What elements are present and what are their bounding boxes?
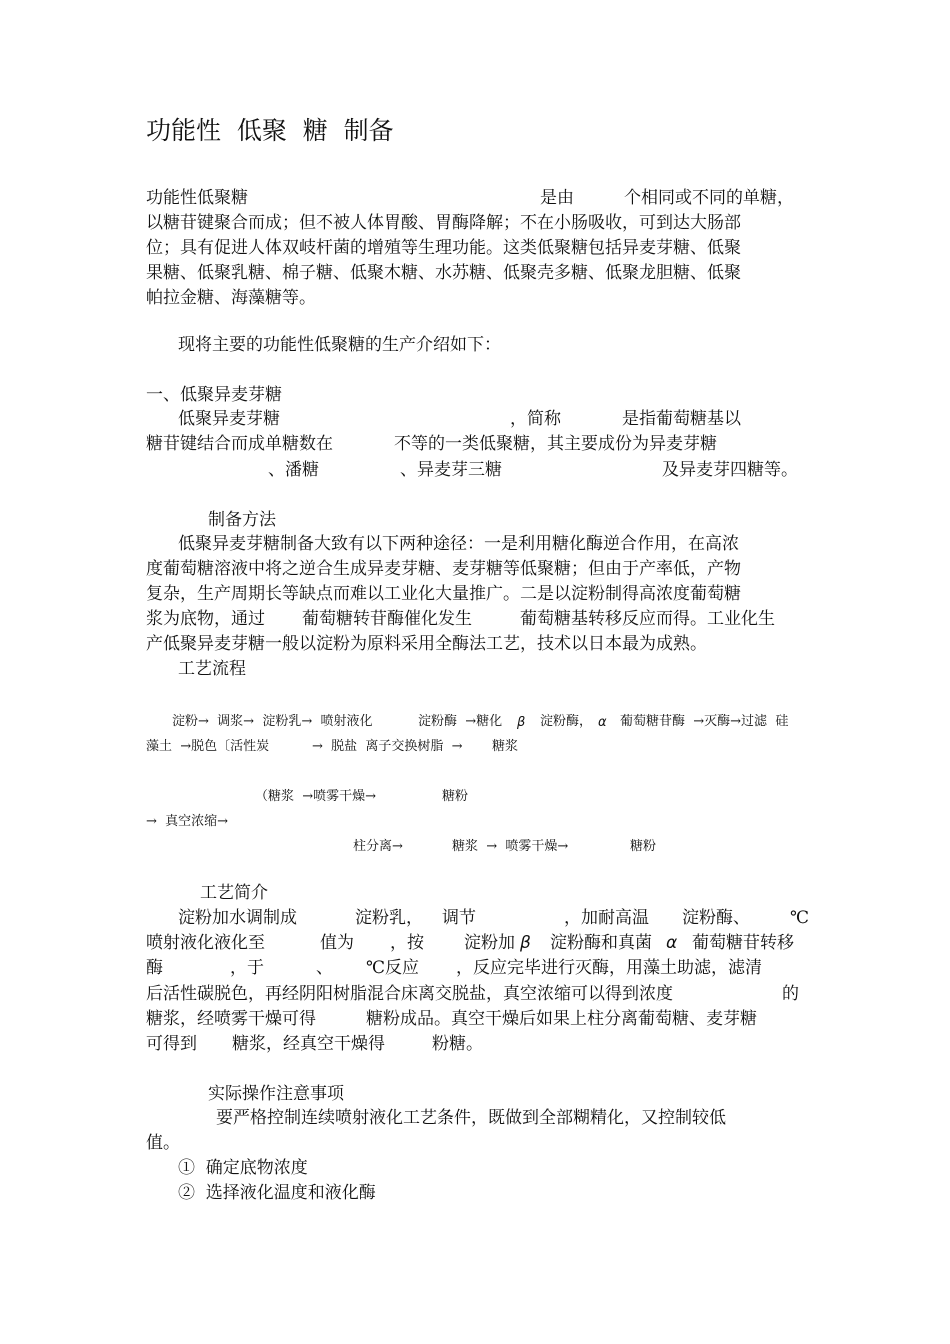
subsection-heading: 实际操作注意事项 — [208, 1084, 344, 1104]
brief-text: 值为 — [320, 933, 354, 953]
flow-text: 淀粉酶， — [540, 714, 593, 729]
brief-text: 酶 — [146, 958, 163, 978]
brief-text: 可得到 — [146, 1034, 197, 1054]
document-title: 功能性 低聚 糖 制备 — [146, 116, 394, 145]
list-item: ② 选择液化温度和液化酶 — [178, 1183, 376, 1203]
intro-text: 位；具有促进人体双岐杆菌的增殖等生理功能。这类低聚糖包括异麦芽糖、低聚 — [146, 238, 741, 258]
brief-text: 调节 — [442, 908, 476, 928]
brief-text: 、 — [316, 958, 333, 978]
brief-text: ，按 — [390, 933, 424, 953]
method-text: 葡萄糖转苷酶催化发生 — [302, 609, 472, 629]
method-text: 产低聚异麦芽糖一般以淀粉为原料采用全酶法工艺，技术以日本最为成熟。 — [146, 634, 707, 654]
brief-text: 葡萄糖苷转移 — [692, 933, 794, 953]
brief-text: ℃ — [790, 908, 810, 928]
brief-text: ，于 — [230, 958, 264, 978]
flow-text: 糖浆 → 喷雾干燥→ — [452, 839, 569, 854]
brief-text: 糖浆，经喷雾干燥可得 — [146, 1009, 316, 1029]
notes-text: 要严格控制连续喷射液化工艺条件，既做到全部糊精化，又控制较低 — [216, 1108, 726, 1128]
brief-text: 后活性碳脱色，再经阴阳树脂混合床离交脱盐，真空浓缩可以得到浓度 — [146, 984, 673, 1004]
brief-text: 淀粉加 — [464, 933, 515, 953]
subsection-heading: 制备方法 — [208, 510, 276, 530]
intro-text: 是由 — [540, 188, 574, 208]
intro-text: 以糖苷键聚合而成；但不被人体胃酸、胃酶降解；不在小肠吸收，可到达大肠部 — [146, 213, 741, 233]
brief-text: 淀粉酶、 — [682, 908, 750, 928]
flow-text: 淀粉酶 →糖化 — [418, 714, 503, 729]
section-text: 是指葡萄糖基以 — [622, 409, 741, 429]
flow-text: 葡萄糖苷酶 →灭酶→过滤 硅 — [620, 714, 789, 729]
brief-text: 的 — [782, 984, 799, 1004]
alpha-symbol: α — [598, 715, 607, 730]
brief-text: ，反应完毕进行灭酶，用藻土助滤，滤清 — [456, 958, 762, 978]
method-text: 葡萄糖基转移反应而得。工业化生 — [520, 609, 775, 629]
flow-text: 糖粉 — [442, 789, 469, 804]
intro-text: 功能性低聚糖 — [146, 188, 248, 208]
brief-text: 淀粉加水调制成 — [178, 908, 297, 928]
method-text: 低聚异麦芽糖制备大致有以下两种途径：一是利用糖化酶逆合作用，在高浓 — [178, 534, 739, 554]
intro-text: 帕拉金糖、海藻糖等。 — [146, 288, 316, 308]
method-text: 浆为底物，通过 — [146, 609, 265, 629]
flow-text: （糖浆 →喷雾干燥→ — [255, 789, 377, 804]
brief-text: 淀粉乳， — [355, 908, 423, 928]
subsection-heading: 工艺简介 — [200, 883, 268, 903]
section-text: 低聚异麦芽糖 — [178, 409, 280, 429]
subsection-heading: 工艺流程 — [178, 659, 246, 679]
brief-text: 淀粉酶和真菌 — [550, 933, 652, 953]
section-heading: 一、低聚异麦芽糖 — [146, 385, 282, 405]
beta-symbol: β — [517, 715, 526, 730]
flow-text: 淀粉→ 调浆→ 淀粉乳→ 喷射液化 — [172, 714, 373, 729]
section-text: 、潘糖 — [268, 460, 319, 480]
section-text: 不等的一类低聚糖，其主要成份为异麦芽糖 — [394, 434, 717, 454]
list-item: ① 确定底物浓度 — [178, 1158, 308, 1178]
beta-symbol: β — [520, 933, 531, 953]
brief-text: ℃反应 — [366, 958, 420, 978]
flow-text: 柱分离→ — [353, 839, 403, 854]
brief-text: ，加耐高温 — [564, 908, 649, 928]
section-text: 及异麦芽四糖等。 — [662, 460, 798, 480]
flow-text: → 脱盐 离子交换树脂 → — [312, 739, 463, 754]
flow-text: 糖粉 — [630, 839, 657, 854]
section-text: ，简称 — [510, 409, 561, 429]
brief-text: 糖粉成品。真空干燥后如果上柱分离葡萄糖、麦芽糖 — [366, 1009, 757, 1029]
brief-text: 喷射液化液化至 — [146, 933, 265, 953]
lead-text: 现将主要的功能性低聚糖的生产介绍如下： — [178, 335, 501, 355]
flow-text: → 真空浓缩→ — [146, 814, 229, 829]
intro-text: 果糖、低聚乳糖、棉子糖、低聚木糖、水苏糖、低聚壳多糖、低聚龙胆糖、低聚 — [146, 263, 741, 283]
flow-text: 糖浆 — [492, 739, 519, 754]
brief-text: 粉糖。 — [432, 1034, 483, 1054]
notes-text: 值。 — [146, 1133, 180, 1153]
section-text: 、异麦芽三糖 — [400, 460, 502, 480]
method-text: 复杂，生产周期长等缺点而难以工业化大量推广。二是以淀粉制得高浓度葡萄糖 — [146, 584, 741, 604]
brief-text: 糖浆，经真空干燥得 — [232, 1034, 385, 1054]
intro-text: 个相同或不同的单糖， — [624, 188, 794, 208]
alpha-symbol: α — [666, 933, 678, 953]
section-text: 糖苷键结合而成单糖数在 — [146, 434, 333, 454]
method-text: 度葡萄糖溶液中将之逆合生成异麦芽糖、麦芽糖等低聚糖；但由于产率低，产物 — [146, 559, 741, 579]
flow-text: 藻土 →脱色〔活性炭 — [146, 739, 270, 754]
